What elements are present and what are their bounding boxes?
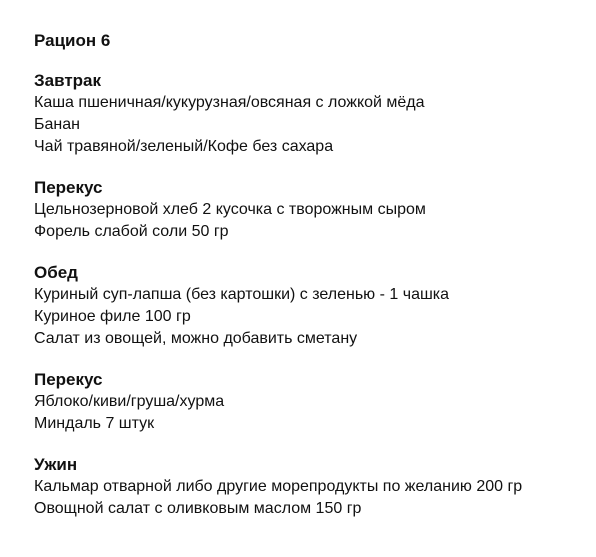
section-heading: Перекус (34, 178, 103, 197)
meal-item: Салат из овощей, можно добавить сметану (34, 330, 358, 347)
section-lunch (34, 262, 596, 350)
section-breakfast (34, 70, 596, 158)
document-title: Рацион 6 (34, 31, 111, 50)
section-dinner (34, 454, 596, 520)
meal-item: Банан (34, 116, 80, 133)
meal-item: Куриный суп-лапша (без картошки) с зеленью - 1 чашка (34, 286, 450, 303)
meal-item: Яблоко/киви/груша/хурма (34, 393, 225, 410)
meal-item: Цельнозерновой хлеб 2 кусочка с творожным сыром (34, 201, 426, 218)
section-snack-2 (34, 369, 596, 435)
meal-item: Форель слабой соли 50 гр (34, 223, 229, 240)
meal-item: Каша пшеничная/кукурузная/овсяная с ложкой мёда (34, 94, 425, 111)
section-heading: Завтрак (34, 71, 102, 90)
section-heading: Ужин (34, 455, 78, 474)
meal-item: Миндаль 7 штук (34, 415, 155, 432)
meal-item: Куриное филе 100 гр (34, 308, 191, 325)
meal-item: Кальмар отварной либо другие морепродукты по желанию 200 гр (34, 478, 523, 495)
section-snack-1 (34, 177, 596, 243)
section-heading: Обед (34, 263, 78, 282)
section-heading: Перекус (34, 370, 103, 389)
meal-item: Чай травяной/зеленый/Кофе без сахара (34, 138, 334, 155)
meal-item: Овощной салат с оливковым маслом 150 гр (34, 500, 362, 517)
